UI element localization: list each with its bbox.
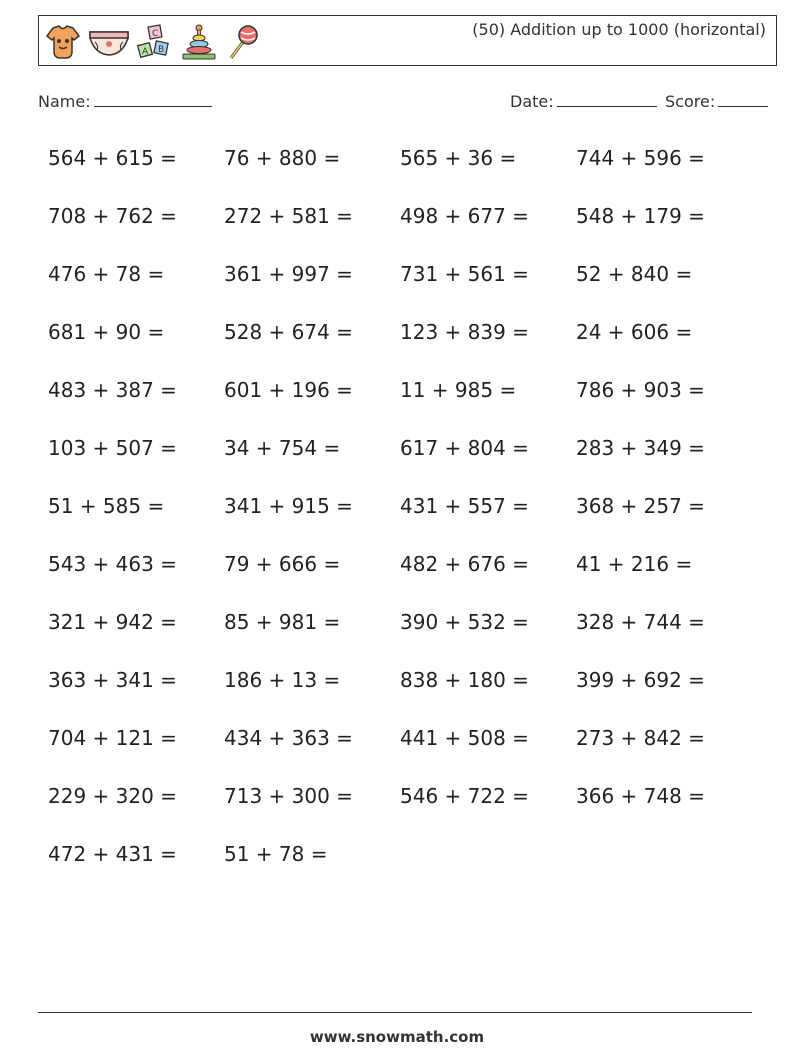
problem-item: 123 + 839 = — [400, 320, 529, 344]
problem-item: 731 + 561 = — [400, 262, 529, 286]
problem-item: 328 + 744 = — [576, 610, 705, 634]
problem-item: 476 + 78 = — [48, 262, 165, 286]
problem-item: 838 + 180 = — [400, 668, 529, 692]
baby-bodysuit-icon — [43, 22, 83, 62]
problem-item: 482 + 676 = — [400, 552, 529, 576]
svg-text:A: A — [142, 47, 149, 57]
diaper-icon — [87, 22, 131, 62]
svg-text:C: C — [152, 29, 159, 39]
problem-item: 51 + 585 = — [48, 494, 165, 518]
date-label: Date: — [510, 92, 554, 111]
problem-item: 76 + 880 = — [224, 146, 341, 170]
problem-item: 399 + 692 = — [576, 668, 705, 692]
problem-item: 363 + 341 = — [48, 668, 177, 692]
problem-item: 186 + 13 = — [224, 668, 341, 692]
problem-item: 273 + 842 = — [576, 726, 705, 750]
problem-item: 483 + 387 = — [48, 378, 177, 402]
problem-item: 361 + 997 = — [224, 262, 353, 286]
name-blank-line[interactable] — [94, 92, 212, 107]
footer-divider — [38, 1012, 752, 1013]
problem-item: 52 + 840 = — [576, 262, 693, 286]
footer-website: www.snowmath.com — [309, 1028, 485, 1046]
problem-item: 681 + 90 = — [48, 320, 165, 344]
problem-item: 431 + 557 = — [400, 494, 529, 518]
score-field[interactable] — [665, 92, 768, 111]
problem-item: 85 + 981 = — [224, 610, 341, 634]
problem-item: 744 + 596 = — [576, 146, 705, 170]
rattle-icon — [223, 22, 263, 62]
problem-item: 11 + 985 = — [400, 378, 517, 402]
problem-item: 390 + 532 = — [400, 610, 529, 634]
svg-text:B: B — [158, 45, 165, 55]
problem-item: 543 + 463 = — [48, 552, 177, 576]
score-blank-line[interactable] — [718, 92, 768, 107]
date-field[interactable] — [510, 92, 657, 111]
problem-item: 472 + 431 = — [48, 842, 177, 866]
problem-item: 283 + 349 = — [576, 436, 705, 460]
problem-item: 341 + 915 = — [224, 494, 353, 518]
problem-item: 713 + 300 = — [224, 784, 353, 808]
problem-item: 366 + 748 = — [576, 784, 705, 808]
problem-item: 786 + 903 = — [576, 378, 705, 402]
problem-item: 321 + 942 = — [48, 610, 177, 634]
problem-item: 34 + 754 = — [224, 436, 341, 460]
problem-item: 103 + 507 = — [48, 436, 177, 460]
problem-item: 368 + 257 = — [576, 494, 705, 518]
problem-item: 601 + 196 = — [224, 378, 353, 402]
header-icons — [43, 20, 263, 64]
worksheet-header — [38, 15, 777, 66]
problem-item: 546 + 722 = — [400, 784, 529, 808]
problem-item: 708 + 762 = — [48, 204, 177, 228]
stacking-rings-icon — [179, 22, 219, 62]
name-label: Name: — [38, 92, 91, 111]
problem-item: 617 + 804 = — [400, 436, 529, 460]
worksheet-title: (50) Addition up to 1000 (horizontal) — [472, 20, 766, 39]
date-blank-line[interactable] — [557, 92, 657, 107]
problem-item: 24 + 606 = — [576, 320, 693, 344]
problem-item: 704 + 121 = — [48, 726, 177, 750]
alphabet-blocks-icon — [135, 22, 175, 62]
problem-item: 434 + 363 = — [224, 726, 353, 750]
problem-item: 564 + 615 = — [48, 146, 177, 170]
problem-item: 528 + 674 = — [224, 320, 353, 344]
problem-item: 79 + 666 = — [224, 552, 341, 576]
problem-item: 441 + 508 = — [400, 726, 529, 750]
problem-item: 229 + 320 = — [48, 784, 177, 808]
problem-item: 565 + 36 = — [400, 146, 517, 170]
problem-item: 272 + 581 = — [224, 204, 353, 228]
problem-item: 41 + 216 = — [576, 552, 693, 576]
problem-item: 548 + 179 = — [576, 204, 705, 228]
name-field[interactable] — [38, 92, 212, 111]
problem-item: 51 + 78 = — [224, 842, 328, 866]
score-label: Score: — [665, 92, 716, 111]
problem-item: 498 + 677 = — [400, 204, 529, 228]
